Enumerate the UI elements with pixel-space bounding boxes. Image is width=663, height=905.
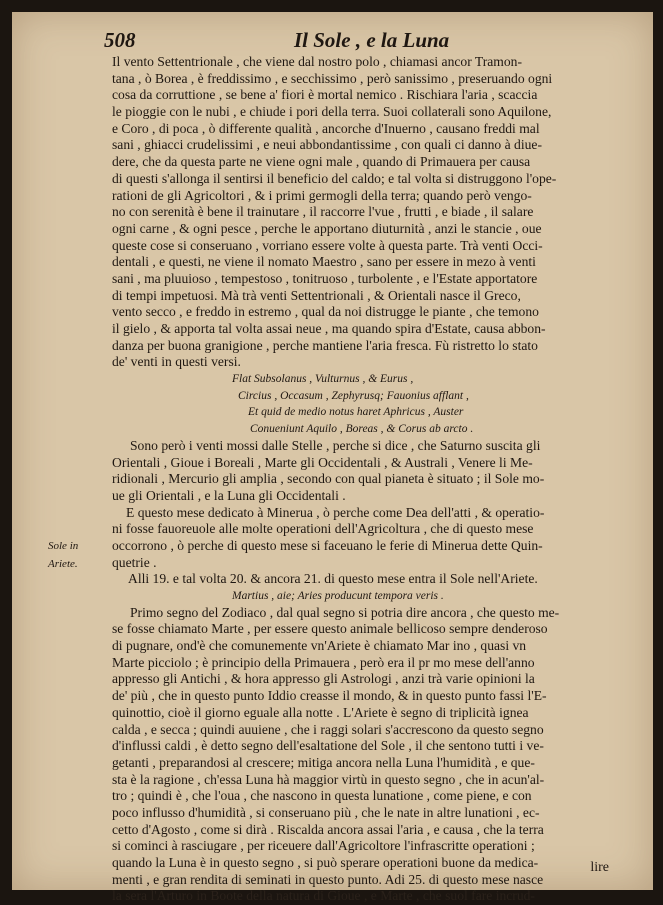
body-line: sta è la ragione , ch'essa Luna hà maggior virtù in questo segno , che in acun'al- <box>112 771 545 787</box>
body-line: le pioggie con le nubi , e chiude i pori della terra. Suoi collaterali sono Aquilone, <box>112 104 552 120</box>
book-page <box>12 12 653 904</box>
body-line: no con serenità è bene il trainutare , il raccorre l'vue , frutti , e biade , il salare <box>112 204 534 220</box>
margin-note <box>48 537 110 573</box>
body-line: sani , ghiacci crudelissimi , e neui abbondantissime , con quali ci danno à diue- <box>112 137 542 153</box>
body-line: cosa da corruttione , se bene a' fiori è mortal nemico . Rischiara l'aria , scaccia <box>112 87 538 103</box>
body-line: quinottio, cioè il giorno eguale alla notte . L'Ariete è segno di triplicità ignea <box>112 704 529 720</box>
body-line: calda , e secca ; quindi auuiene , che i raggi solari s'accrescono da questo segno <box>112 721 544 737</box>
verse-line: Flat Subsolanus , Vulturnus , & Eurus , <box>232 373 414 386</box>
body-line: Sono però i venti mossi dalle Stelle , perche si dice , che Saturno suscita gli <box>130 437 541 453</box>
page-header <box>104 28 624 52</box>
body-line: sani , ma pluuioso , tempestoso , tonitruoso , turbolente , e l'Estate apportatore <box>112 270 538 286</box>
body-line: de' più , che in questo punto Iddio creasse il mondo, & in questo punto fassi l'E- <box>112 688 547 704</box>
body-line: vento secco , e freddo in estremo , qual da noi distrugge le piante , che temono <box>112 304 539 320</box>
body-line: di questi s'allonga il sentirsi il beneficio del caldo; e tal volta si distruggono l'ope- <box>112 170 557 186</box>
body-line: rationi de gli Agricoltori , & i primi germogli della terra; quando però vengo- <box>112 187 532 203</box>
body-line: il gielo , & apporta tal volta assai neue , ma quando spira d'Estate, causa abbon- <box>112 321 546 336</box>
body-line: si cominci à rasciugare , per riceuere dall'Agricoltore l'infrascritte operationi ; <box>112 838 535 854</box>
margin-note-line-2: Ariete. <box>48 558 78 570</box>
body-line: menti , e gran rendita di seminati in questo punto. Adi 25. di questo mese nasce <box>112 871 544 887</box>
body-text <box>112 54 644 905</box>
verse-line: Conueniunt Aquilo , Boreas , & Corus ab arcto . <box>250 423 474 436</box>
body-line: e Coro , di poca , ò differente qualità , ancorche d'Inuerno , causano freddi mal <box>112 120 540 136</box>
verse-line: Martius , aie; Aries producunt tempora veris . <box>232 590 444 602</box>
body-line: cetto d'Agosto , come si dirà . Riscalda ancora assai l'aria , e causa , che la terra <box>112 821 544 837</box>
verse-line: Circius , Occasum , Zephyrusq; Fauonius afflant , <box>238 389 469 402</box>
body-line: ridionali , Mercurio gli amplia , secondo con qual pianeta è situato ; il Sole mo- <box>112 471 545 487</box>
body-line: tana , ò Borea , è freddissimo , e secchissimo , però sanissimo , preseruando ogni <box>112 70 553 86</box>
body-line: quetrie . <box>112 554 157 570</box>
body-line: tro ; quindi è , che l'oua , che nascono in questa lunatione , come piene, e con <box>112 788 532 804</box>
body-line: Marte picciolo ; è principio della Primauera , però era il pr mo mese dell'anno <box>112 654 535 670</box>
body-line: Orientali , Gioue i Boreali , Marte gli Occidentali , & Australi , Venere li Me- <box>112 454 533 470</box>
page-number: 508 <box>104 28 136 52</box>
body-line: dere, che da questa parte ne viene ogni male , quando di Primauera per causa <box>112 154 531 170</box>
body-line: getanti , preparandosi al crescere; mitiga ancora nella Luna l'humidità , e que- <box>112 754 535 770</box>
body-line: la sera l'Arturo in Boote della natura di Gioue , e Marte , che suol fare incrud- <box>112 888 535 904</box>
body-line: quando la Luna è in questo segno , si può sperare operationi buone da medica- <box>112 855 539 870</box>
body-line: Il vento Settentrionale , che viene dal nostro polo , chiamasi ancor Tramon- <box>112 54 522 69</box>
body-line: danza per buona granigione , perche mantiene l'aria fresca. Fù ristretto lo stato <box>112 337 538 353</box>
body-line: E questo mese dedicato à Minerua , ò perche come Dea dell'atti , & operatio- <box>126 504 545 520</box>
body-line: queste cose si conseruano , vorriano essere volte à questa parte. Trà venti Occi- <box>112 237 543 253</box>
body-line: ue gli Orientali , e la Luna gli Occidentali . <box>112 487 346 503</box>
catchword: lire <box>590 860 609 875</box>
body-line: dentali , e questi, ne viene il nomato Maestro , sano per essere in mezo à venti <box>112 254 536 270</box>
verse-line: Et quid de medio notus haret Aphricus , Auster <box>248 406 464 419</box>
body-line: Primo segno del Zodiaco , dal qual segno si potria dire ancora , che questo me- <box>130 604 560 620</box>
body-line: di pugnare, ond'è che comunemente vn'Ariete è chiamato Mar ino , quasi vn <box>112 638 527 654</box>
body-line: ni fosse fauoreuole alle molte operationi dell'Agricoltura , che di questo mese <box>112 521 534 537</box>
body-line: Alli 19. e tal volta 20. & ancora 21. di questo mese entra il Sole nell'Ariete. <box>128 571 538 587</box>
margin-note-line-1: Sole in <box>48 540 79 552</box>
body-line: ogni carne , & ogni pesce , perche le apportano diuturnità , anzi le stancie , oue <box>112 220 542 236</box>
running-title: Il Sole , e la Luna <box>294 28 450 52</box>
body-line: occorrono , ò perche di questo mese si faceuano le ferie di Minerua dette Quin- <box>112 537 543 553</box>
body-line: di tempi impetuosi. Mà trà venti Settentrionali , & Orientali nasce il Greco, <box>112 287 521 303</box>
body-line: appresso gli Antichi , & hora appresso gli Astrologi , anzi trà varie opinioni la <box>112 671 535 687</box>
body-line: d'influssi caldi , è detto segno dell'esaltatione del Sole , il che sentono tutti i ve- <box>112 738 544 754</box>
body-line: se fosse chiamato Marte , per essere questo animale bellicoso sempre denderoso <box>112 621 548 637</box>
body-line: poco influsso d'humidità , si conseruano più , che le nate in altre lunationi , ec- <box>112 804 540 820</box>
body-line: de' venti in questi versi. <box>112 354 241 370</box>
